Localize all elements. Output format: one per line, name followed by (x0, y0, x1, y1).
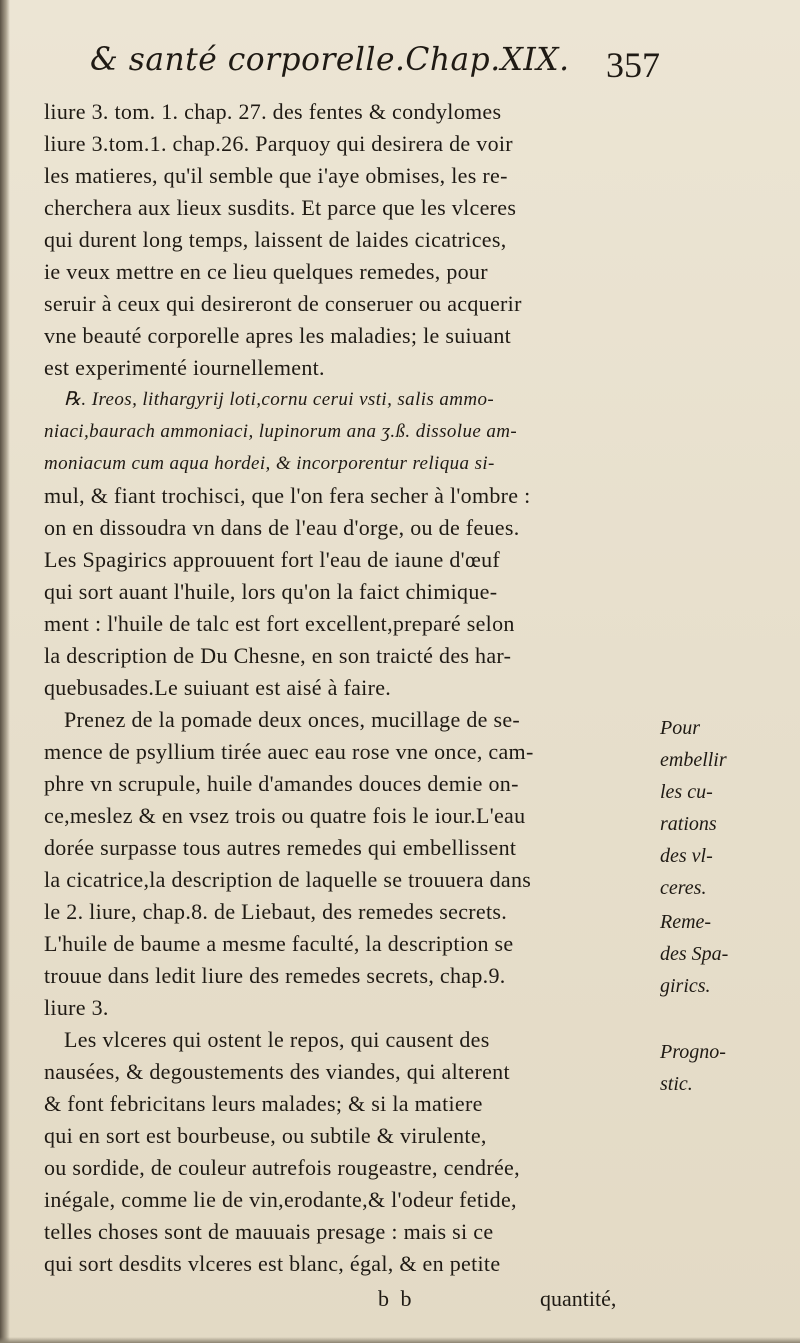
text-line: Les vlceres qui ostent le repos, qui causent des (64, 1027, 490, 1052)
text-line: mence de psyllium tirée auec eau rose vne once, cam- (44, 739, 534, 764)
text-line: la description de Du Chesne, en son traicté des har- (44, 643, 512, 668)
text-line: cherchera aux lieux susdits. Et parce que les vlceres (44, 195, 517, 220)
paragraph (44, 704, 652, 1024)
text-line: est experimenté iournellement. (44, 355, 325, 380)
text-line: les matieres, qu'il semble que i'aye obmises, les re- (44, 163, 508, 188)
paragraph (44, 1024, 652, 1280)
text-line: qui en sort est bourbeuse, ou subtile & virulente, (44, 1123, 487, 1148)
margin-note-line: Reme- (660, 911, 712, 933)
page-header (90, 42, 660, 94)
text-line: liure 3. (44, 995, 109, 1020)
text-line: trouue dans ledit liure des remedes secrets, chap.9. (44, 963, 506, 988)
margin-note-line: Progno- (660, 1041, 726, 1063)
recipe-line: moniacum cum aqua hordei, & incorporentur reliqua si- (44, 453, 495, 474)
margin-note-line: rations (660, 813, 717, 835)
margin-note-line: ceres. (660, 877, 707, 899)
paragraph (44, 96, 652, 384)
text-line: Prenez de la pomade deux onces, mucillage de se- (64, 707, 521, 732)
body-text (44, 96, 652, 1280)
page-number: 357 (606, 45, 660, 85)
margin-note-line: girics. (660, 975, 711, 997)
catchword: quantité, (540, 1286, 617, 1311)
recipe-line: ℞. Ireos, lithargyrij loti,cornu cerui vsti, salis ammo- (64, 389, 495, 410)
margin-note-line: Pour (660, 717, 700, 739)
text-line: phre vn scrupule, huile d'amandes douces demie on- (44, 771, 519, 796)
text-line: ce,meslez & en vsez trois ou quatre fois le iour.L'eau (44, 803, 526, 828)
text-line: Les Spagirics approuuent fort l'eau de iaune d'œuf (44, 547, 501, 572)
text-line: inégale, comme lie de vin,erodante,& l'odeur fetide, (44, 1187, 517, 1212)
text-line: ment : l'huile de talc est fort excellent,preparé selon (44, 611, 515, 636)
text-line: & font febricitans leurs malades; & si la matiere (44, 1091, 483, 1116)
text-line: la cicatrice,la description de laquelle se trouuera dans (44, 867, 532, 892)
recipe-paragraph (44, 384, 652, 704)
text-line: telles choses sont de mauuais presage : mais si ce (44, 1219, 494, 1244)
margin-note-line: des Spa- (660, 943, 729, 965)
text-line: seruir à ceux qui desireront de conseruer ou acquerir (44, 291, 522, 316)
margin-note-line: des vl- (660, 845, 713, 867)
text-line: liure 3. tom. 1. chap. 27. des fentes & condylomes (44, 99, 502, 124)
margin-note (660, 1036, 726, 1100)
text-line: on en dissoudra vn dans de l'eau d'orge, ou de feues. (44, 515, 520, 540)
recipe-line: niaci,baurach ammoniaci, lupinorum ana ʒ.ß. dissolue am- (44, 421, 518, 442)
text-line: L'huile de baume a mesme faculté, la description se (44, 931, 514, 956)
text-line: le 2. liure, chap.8. de Liebaut, des remedes secrets. (44, 899, 508, 924)
text-line: ie veux mettre en ce lieu quelques remedes, pour (44, 259, 488, 284)
binding-edge (0, 0, 10, 1343)
margin-note-line: embellir (660, 749, 727, 771)
text-line: qui sort auant l'huile, lors qu'on la faict chimique- (44, 579, 498, 604)
text-line: ou sordide, de couleur autrefois rougeastre, cendrée, (44, 1155, 520, 1180)
text-line: dorée surpasse tous autres remedes qui embellissent (44, 835, 517, 860)
text-line: liure 3.tom.1. chap.26. Parquoy qui desirera de voir (44, 131, 513, 156)
page-bottom-edge (0, 1337, 800, 1343)
margin-note (660, 906, 728, 1002)
text-line: qui sort desdits vlceres est blanc, égal, & en petite (44, 1251, 501, 1276)
text-line: mul, & fiant trochisci, que l'on fera secher à l'ombre : (44, 483, 531, 508)
signature-mark: b b (378, 1286, 415, 1311)
text-line: quebusades.Le suiuant est aisé à faire. (44, 675, 392, 700)
margin-note-line: stic. (660, 1073, 693, 1095)
text-line: vne beauté corporelle apres les maladies; le suiuant (44, 323, 512, 348)
text-line: nausées, & degoustements des viandes, qui alterent (44, 1059, 510, 1084)
text-line: qui durent long temps, laissent de laides cicatrices, (44, 227, 507, 252)
page-footer (0, 1286, 800, 1326)
margin-note (660, 712, 727, 904)
margin-note-line: les cu- (660, 781, 713, 803)
running-head: & santé corporelle.Chap.XIX. (90, 42, 570, 78)
